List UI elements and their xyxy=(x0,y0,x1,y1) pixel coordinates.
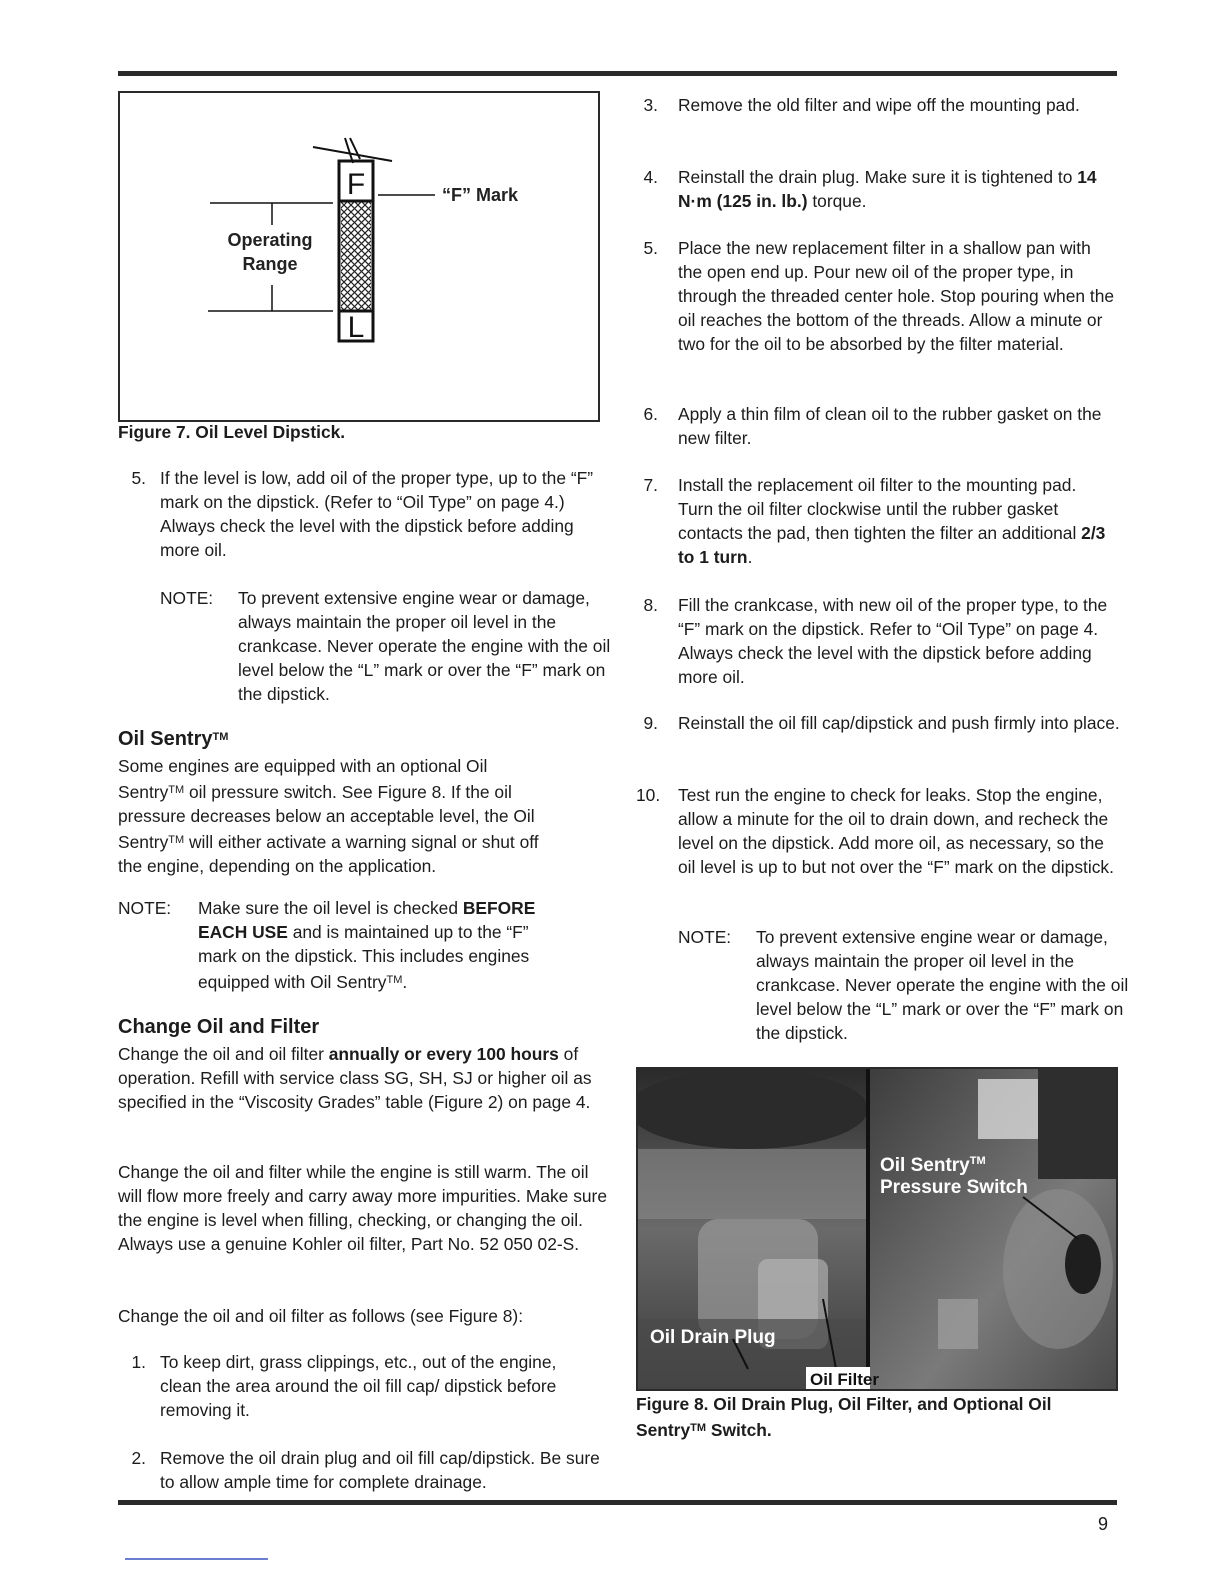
change-oil-paragraph-1: Change the oil and oil filter annually or every 100 hours of operation. Refill with service class SG, SH, SJ or higher oil as specified in the “Viscosity Grades” table (Figure 2) on page 4. xyxy=(118,1044,592,1112)
oil-sentry-label: Oil Sentry™ xyxy=(880,1155,986,1176)
step-number: 6. xyxy=(643,404,658,424)
step-number: 1. xyxy=(131,1352,146,1372)
bottom-rule xyxy=(118,1500,1117,1505)
step-number: 5. xyxy=(131,468,146,488)
oil-drain-plug-label: Oil Drain Plug xyxy=(650,1327,776,1348)
step-number: 7. xyxy=(643,475,658,495)
step-number: 4. xyxy=(643,167,658,187)
range-label: Range xyxy=(242,254,298,274)
step-number: 3. xyxy=(643,95,658,115)
step-text: Reinstall the oil fill cap/dipstick and push firmly into place. xyxy=(678,713,1120,733)
step-text: To keep dirt, grass clippings, etc., out of the engine, clean the area around the oil fill cap/ dipstick before removing it. xyxy=(160,1352,557,1420)
step-number: 10. xyxy=(636,785,661,805)
oil-sentry-paragraph: Some engines are equipped with an optional Oil Sentry™ oil pressure switch. See Figure 8. If the oil pressure decreases below an acceptable level, the Oil Sentry™ will either activate a warning signal or shut off the engine, depending on the application. xyxy=(118,756,539,876)
step-number: 2. xyxy=(131,1448,146,1468)
footer-underline xyxy=(125,1558,268,1560)
engine-photo xyxy=(638,1069,1116,1389)
step-text: Place the new replacement filter in a shallow pan with the open end up. Pour new oil of the proper type, in through the threaded center hole. Stop pouring when the oil reaches the bottom of the threads. Allow a minute or two for the oil to be absorbed by the filter material. xyxy=(678,238,1115,354)
f-mark-label: “F” Mark xyxy=(442,185,519,205)
oil-sentry-heading: Oil Sentry™ xyxy=(118,728,229,750)
step-text: If the level is low, add oil of the proper type, up to the “F” mark on the dipstick. (Refer to “Oil Type” on page 4.) Always check the level with the dipstick before adding more oil. xyxy=(160,468,594,560)
f-letter: F xyxy=(346,168,366,201)
operating-label: Operating xyxy=(227,230,313,250)
step-text: Install the replacement oil filter to the mounting pad. Turn the oil filter clockwise until the rubber gasket contacts the pad, then tighten the filter an additional 2/3 to 1 turn. xyxy=(678,475,1106,567)
top-rule xyxy=(118,71,1117,76)
step-text: Reinstall the drain plug. Make sure it is tightened to 14 N·m (125 in. lb.) torque. xyxy=(678,167,1097,211)
note-text: Make sure the oil level is checked BEFORE EACH USE and is maintained up to the “F” mark on the dipstick. This includes engines equipped with Oil Sentry™. xyxy=(198,898,536,992)
figure-8-photos xyxy=(636,1067,1118,1391)
step-number: 8. xyxy=(643,595,658,615)
step-text: Remove the old filter and wipe off the mounting pad. xyxy=(678,95,1080,115)
figure-7-dipstick xyxy=(118,91,600,422)
step-number: 5. xyxy=(643,238,658,258)
pressure-switch-label: Pressure Switch xyxy=(880,1177,1028,1198)
figure-7-caption: Figure 7. Oil Level Dipstick. xyxy=(118,422,346,442)
step-text: Test run the engine to check for leaks. Stop the engine, allow a minute for the oil to drain down, and recheck the level on the dipstick. Add more oil, as necessary, so the oil level is up to but not over the “F” mark on the dipstick. xyxy=(678,785,1114,877)
dipstick-diagram xyxy=(120,93,598,420)
l-letter: L xyxy=(347,311,365,344)
step-text: Apply a thin film of clean oil to the rubber gasket on the new filter. xyxy=(678,404,1102,448)
note-text: To prevent extensive engine wear or damage, always maintain the proper oil level in the crankcase. Never operate the engine with the oil level below the “L” mark or over the “F” mark on the dipstick. xyxy=(756,927,1129,1043)
note-label: NOTE: xyxy=(118,898,172,918)
change-oil-paragraph-2: Change the oil and filter while the engine is still warm. The oil will flow more freely and carry away more impurities. Make sure the engine is level when filling, checking, or changing the oil. Always use a genuine Kohler oil filter, Part No. 52 050 02-S. xyxy=(118,1162,608,1254)
oil-filter-label: Oil Filter xyxy=(810,1370,879,1389)
page-number: 9 xyxy=(1098,1514,1109,1534)
step-number: 9. xyxy=(643,713,658,733)
change-oil-paragraph-3: Change the oil and oil filter as follows (see Figure 8): xyxy=(118,1306,524,1326)
step-text: Remove the oil drain plug and oil fill cap/dipstick. Be sure to allow ample time for complete drainage. xyxy=(160,1448,600,1492)
figure-8-caption: Figure 8. Oil Drain Plug, Oil Filter, and Optional Oil Sentry™ Switch. xyxy=(636,1394,1052,1440)
operating-range-hatch xyxy=(341,201,371,311)
note-text: To prevent extensive engine wear or damage, always maintain the proper oil level in the crankcase. Never operate the engine with the oil level below the “L” mark or over the “F” mark on the dipstick. xyxy=(238,588,611,704)
note-label: NOTE: xyxy=(678,927,732,947)
note-label: NOTE: xyxy=(160,588,214,608)
change-oil-heading: Change Oil and Filter xyxy=(118,1016,320,1038)
step-text: Fill the crankcase, with new oil of the proper type, to the “F” mark on the dipstick. Refer to “Oil Type” on page 4. Always check the level with the dipstick before adding more oil. xyxy=(678,595,1108,687)
